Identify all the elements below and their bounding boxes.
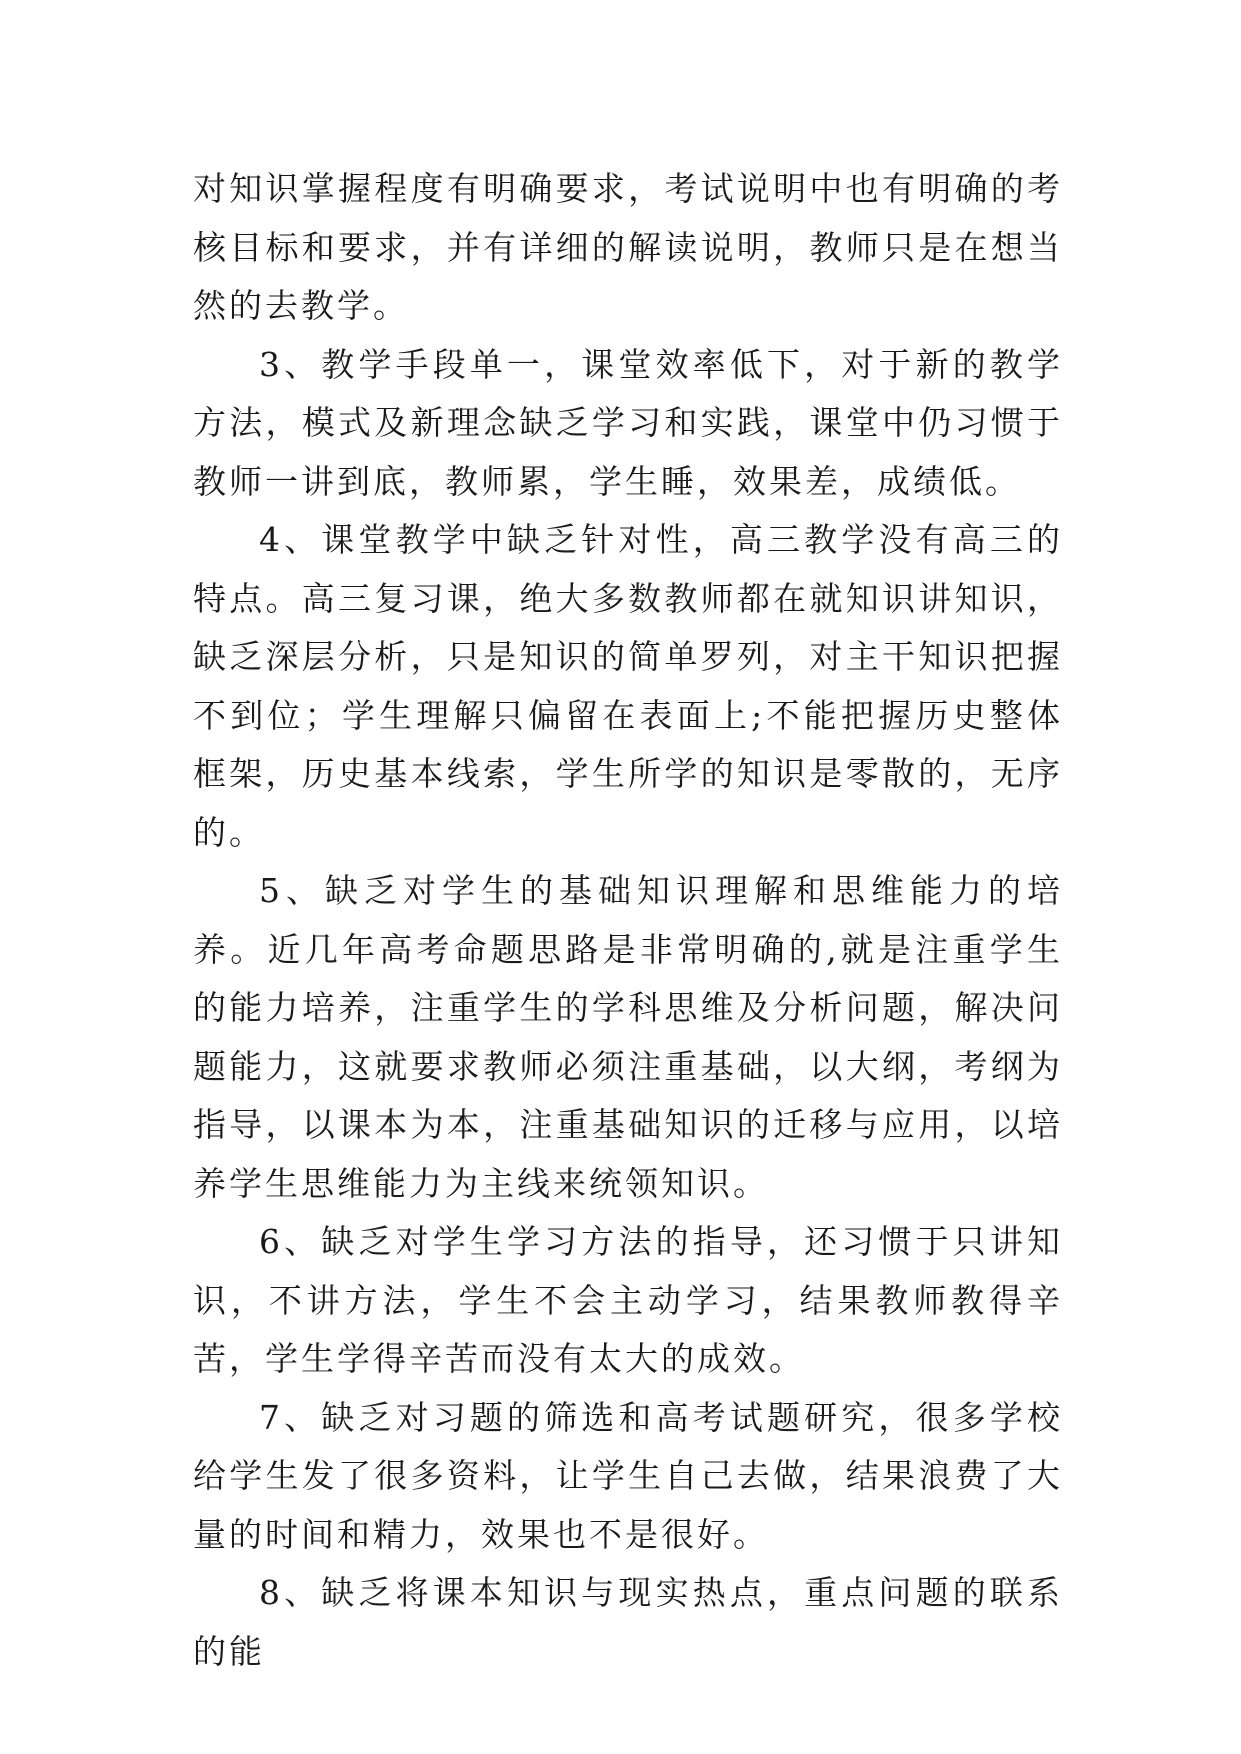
paragraph-point-3: 3、教学手段单一，课堂效率低下，对于新的教学方法，模式及新理念缺乏学习和实践，课堂中仍习惯于教师一讲到底，教师累，学生睡，效果差，成绩低。 bbox=[193, 344, 1063, 501]
paragraph-point-5: 5、缺乏对学生的基础知识理解和思维能力的培养。近几年高考命题思路是非常明确的,就是注重学生的能力培养，注重学生的学科思维及分析问题，解决问题能力，这就要求教师必须注重基础，以大纲，考纲为指导，以课本为本，注重基础知识的迁移与应用，以培养学生思维能力为主线来统领知识。 bbox=[193, 871, 1063, 1203]
paragraph-point-6: 6、缺乏对学生学习方法的指导，还习惯于只讲知识，不讲方法，学生不会主动学习，结果教师教得辛苦，学生学得辛苦而没有太大的成效。 bbox=[193, 1222, 1063, 1378]
paragraph-point-7: 7、缺乏对习题的筛选和高考试题研究，很多学校给学生发了很多资料，让学生自己去做，结果浪费了大量的时间和精力，效果也不是很好。 bbox=[193, 1397, 1063, 1554]
paragraph-point-4: 4、课堂教学中缺乏针对性，高三教学没有高三的特点。高三复习课，绝大多数教师都在就知识讲知识，缺乏深层分析，只是知识的简单罗列，对主干知识把握不到位；学生理解只偏留在表面上;不能把握历史整体框架，历史基本线索，学生所学的知识是零散的，无序的。 bbox=[193, 520, 1063, 852]
document-body bbox=[193, 160, 1063, 1681]
paragraph-continuation: 对知识掌握程度有明确要求，考试说明中也有明确的考核目标和要求，并有详细的解读说明，教师只是在想当然的去教学。 bbox=[193, 169, 1063, 325]
paragraph-point-8: 8、缺乏将课本知识与现实热点，重点问题的联系的能 bbox=[193, 1573, 1063, 1671]
